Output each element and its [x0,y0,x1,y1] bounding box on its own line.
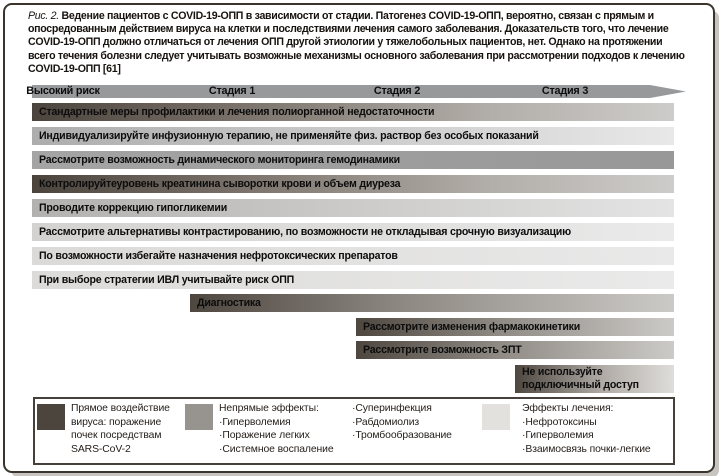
legend-bullet-nephrotoxins: ·Нефротоксины [522,416,597,428]
process-bar-contrast-alternatives: Рассмотрите альтернативы контрастированию, по возможности не откладывая срочную визуализацию [32,223,674,241]
legend-bullet-rhabdomyolysis: ·Рабдомиолиз [352,416,420,428]
legend-swatch-indirect-effects [185,404,213,430]
legend-swatch-treatment-effects [482,404,510,430]
legend-bullet-lung-injury: ·Поражение легких [219,430,310,442]
figure-caption-text: Ведение пациентов с COVID-19-ОПП в зависимости от стадии. Патогенез COVID-19-ОПП, вероятно, связан с прямым и опосредованным действием вируса на клетки и последствиями лечения самого заболевания. Доказательств того, что лечение COVID-19-ОПП должно отличаться от лечения ОПП другой этиологии у тяжелобольных пациентов, нет. Однако на протяжении всего течения болезни следует учитывать возможные механизмы основного заболевания при рассмотрении подходов к лечению COVID-19-ОПП [61] [28,10,685,75]
legend-treatment-title: Эффекты лечения: [522,403,614,414]
figure-number-label: Рис. 2. [28,10,59,22]
process-bar-diagnostics: Диагностика [190,294,674,312]
legend-bullet-hypervolemia: ·Гиперволемия [219,416,291,428]
process-bar-pharmacokinetics: Рассмотрите изменения фармакокинетики [356,318,674,336]
process-bar-hypoglycemia-correction: Проводите коррекцию гипогликемии [32,199,674,217]
legend-bullet-systemic-inflammation: ·Системное воспаление [219,443,334,455]
legend-item-indirect-effects-cont [352,402,482,443]
legend-bullet-thrombosis: ·Тромбообразование [352,430,452,442]
legend-indirect-title: Непрямые эффекты: [219,403,319,414]
stage-label-stage-3: Стадия 3 [541,85,589,97]
process-bar-subclavian-access: Не используйте подключичный доступ [515,365,674,393]
process-bar-avoid-nephrotoxic: По возможности избегайте назначения нефротоксических препаратов [32,247,674,265]
process-bar-standard-measures: Стандартные меры профилактики и лечения полиорганной недостаточности [32,103,674,121]
stage-label-stage-1: Стадия 1 [208,85,256,97]
stage-label-high-risk: Высокий риск [26,85,100,97]
process-bar-rrt: Рассмотрите возможность ЗПТ [356,341,674,359]
process-bar-infusion-therapy: Индивидуализируйте инфузионную терапию, не применяйте физ. раствор без особых показаний [32,127,674,145]
figure-caption [28,10,688,76]
legend-bullet-kidney-lung: ·Взаимосвязь почки-легкие [522,443,651,455]
legend-item-direct-virus: Прямое воздействие вируса: поражение почек посредствам SARS-CoV-2 [71,403,170,455]
process-bar-creatinine-control: Контролируйтеуровень креатинина сыворотки крови и объем диуреза [32,175,674,193]
legend-bullet-superinfection: ·Суперинфекция [352,403,432,414]
legend-item-treatment-effects [522,402,672,456]
stage-label-stage-2: Стадия 2 [373,85,421,97]
legend-bullet-hypervolemia-2: ·Гиперволемия [522,430,594,442]
process-bar-ventilation-strategy: При выборе стратегии ИВЛ учитывайте риск ОПП [32,271,674,289]
legend-item-indirect-effects [219,402,349,456]
legend-swatch-direct-virus [37,404,65,430]
process-bar-hemodynamic-monitoring: Рассмотрите возможность динамического мониторинга гемодинамики [32,151,674,169]
